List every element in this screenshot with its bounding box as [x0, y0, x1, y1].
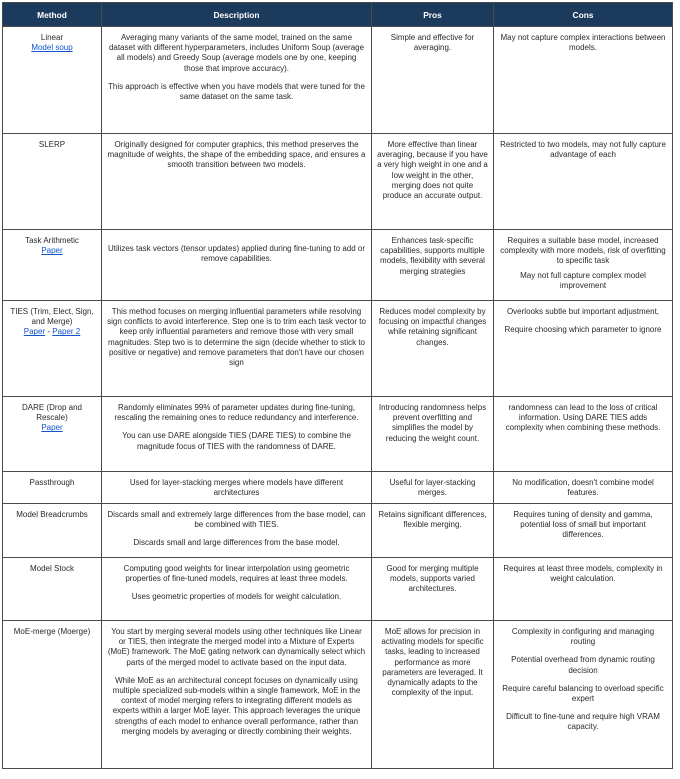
method-name: MoE-merge (Moerge) — [13, 627, 91, 636]
description-cell — [102, 558, 372, 621]
pros-cell — [372, 230, 494, 301]
description-cell — [102, 397, 372, 472]
description-cell — [102, 230, 372, 301]
paper-link[interactable]: Paper — [41, 246, 63, 256]
cons-text: Require careful balancing to overload specific expert — [502, 683, 664, 704]
cons-cell — [494, 621, 673, 769]
pros-cell — [372, 301, 494, 397]
table-row — [3, 504, 673, 558]
description-cell — [102, 472, 372, 504]
description-text: Uses geometric properties of models for weight calculation. — [131, 592, 342, 602]
method-cell — [3, 230, 102, 301]
pros-text: Reduces model complexity by focusing on impactful changes while retaining significant changes. — [378, 307, 487, 347]
table-row — [3, 27, 673, 134]
pros-text: Useful for layer-stacking merges. — [389, 478, 476, 498]
pros-text: Introducing randomness helps prevent overfitting and simplifies the model by reducing the weight count. — [378, 403, 487, 443]
cons-text: Requires tuning of density and gamma, potential loss of small but important differences. — [513, 510, 653, 540]
method-cell — [3, 301, 102, 397]
paper-2-link[interactable]: Paper 2 — [52, 327, 81, 337]
description-cell — [102, 504, 372, 558]
description-text: Originally designed for computer graphics, this method preserves the magnitude of weights, the shape of the embedding space, and ensures a smooth transition between two models. — [107, 140, 366, 170]
cons-text: Requires a suitable base model, increased complexity with more models, risk of overfitting to specific task — [500, 236, 666, 266]
method-name: TIES (Trim, Elect, Sign, and Merge) — [10, 307, 94, 327]
description-text: You can use DARE alongside TIES (DARE TIES) to combine the magnitude focus of TIES with the randomness of DARE. — [122, 431, 351, 451]
pros-cell — [372, 558, 494, 621]
paper-link[interactable]: Paper — [41, 423, 63, 433]
cons-text: Potential overhead from dynamic routing decision — [511, 655, 655, 675]
method-cell — [3, 134, 102, 230]
description-text: Randomly eliminates 99% of parameter updates during fine-tuning, rescaling the remaining ones to reduce redundancy and interference. — [114, 403, 359, 423]
pros-cell — [372, 27, 494, 134]
pros-text: MoE allows for precision in activating models for specific tasks, leading to increased performance as more parameters are leveraged. It dynamically adapts to the complexity of the input. — [381, 627, 484, 698]
header-method: Method — [3, 3, 102, 27]
pros-cell — [372, 504, 494, 558]
cons-cell — [494, 504, 673, 558]
description-text: Utilizes task vectors (tensor updates) applied during fine-tuning to add or remove capabilities. — [107, 244, 366, 264]
description-cell — [102, 134, 372, 230]
cons-text: Require choosing which parameter to ignore — [504, 325, 662, 335]
cons-text: randomness can lead to the loss of critical information. Using DARE TIES adds complexity when combining these methods. — [505, 403, 661, 433]
method-cell — [3, 397, 102, 472]
method-name: Model Stock — [29, 564, 75, 573]
cons-cell — [494, 397, 673, 472]
table-row — [3, 134, 673, 230]
cons-text: Difficult to fine-tune and require high VRAM capacity. — [506, 712, 660, 732]
description-cell — [102, 301, 372, 397]
cons-text: No modification, doesn't combine model features. — [512, 478, 654, 498]
pros-text: Retains significant differences, flexible merging. — [378, 510, 487, 530]
table-row — [3, 301, 673, 397]
method-cell — [3, 504, 102, 558]
method-name: Model Breadcrumbs — [16, 510, 88, 519]
description-text: Discards small and extremely large differences from the base model, can be combined with TIES. — [107, 510, 366, 530]
description-text: This approach is effective when you have models that were tuned for the same dataset on the same task. — [108, 81, 365, 102]
cons-cell — [494, 27, 673, 134]
pros-cell — [372, 472, 494, 504]
method-name: Task Arithmetic — [25, 236, 79, 245]
cons-text: Overlooks subtle but important adjustment, — [506, 307, 660, 316]
header-description: Description — [102, 3, 372, 27]
method-name: Linear — [40, 33, 64, 42]
description-text: Discards small and large differences from the base model. — [133, 538, 340, 548]
pros-text: Simple and effective for averaging. — [390, 33, 475, 53]
merge-methods-table — [2, 2, 673, 769]
table-row — [3, 472, 673, 504]
header-row — [3, 3, 673, 27]
table-row — [3, 558, 673, 621]
paper-link[interactable]: Paper — [23, 327, 46, 337]
pros-cell — [372, 397, 494, 472]
table-row — [3, 230, 673, 301]
method-cell — [3, 558, 102, 621]
pros-text: Enhances task-specific capabilities, supports multiple models, flexibility with several merging strategies — [380, 236, 485, 276]
method-name: SLERP — [38, 140, 66, 149]
description-text: This method focuses on merging influential parameters while resolving sign conflicts to avoid interference. Step one is to trim each task vector to keep only influential parameters and remove those with very small magnitudes. Step two is to determine the sign (decide whether to stick to positive or negative) and remove parameters that don't have our chosen sign — [107, 307, 366, 368]
method-name: Passthrough — [29, 478, 75, 487]
description-cell — [102, 621, 372, 769]
method-cell — [3, 27, 102, 134]
cons-cell — [494, 230, 673, 301]
cons-cell — [494, 301, 673, 397]
model-soup-link[interactable]: Model soup — [31, 43, 73, 53]
pros-cell — [372, 621, 494, 769]
pros-cell — [372, 134, 494, 230]
link-separator: - — [45, 327, 53, 337]
cons-cell — [494, 558, 673, 621]
description-text: Averaging many variants of the same model, trained on the same dataset with different hyperparameters, includes Uniform Soup (average all models) and Greedy Soup (average models one by one, keeping those that improve accuracy). — [108, 33, 365, 73]
cons-cell — [494, 472, 673, 504]
description-text: Computing good weights for linear interpolation using geometric properties of fine-tuned models, requires at least three models. — [123, 564, 350, 584]
description-text: While MoE as an architectural concept focuses on dynamically using multiple specialized sub-models within a single framework, MoE in the context of model merging refers to integrating different models as experts within a larger MoE layer. This approach leverages the unique strengths of each model to enhance overall performance, rather than merging models by averaging or directly combining their weights. — [112, 675, 361, 736]
header-cons: Cons — [494, 3, 673, 27]
cons-cell — [494, 134, 673, 230]
table-row — [3, 397, 673, 472]
cons-text: Requires at least three models, complexity in weight calculation. — [503, 564, 663, 584]
header-pros: Pros — [372, 3, 494, 27]
pros-text: More effective than linear averaging, because if you have a very high weight in one and a low weight in the other, merging does not quite produce an accurate output. — [377, 140, 488, 201]
description-text: Used for layer-stacking merges where models have different architectures — [129, 478, 344, 498]
method-cell — [3, 472, 102, 504]
cons-text: May not capture complex interactions between models. — [500, 33, 666, 53]
pros-text: Good for merging multiple models, supports varied architectures. — [386, 564, 479, 594]
method-name: DARE (Drop and Rescale) — [21, 403, 83, 423]
cons-text: Restricted to two models, may not fully capture advantage of each — [500, 140, 666, 160]
description-text: You start by merging several models using other techniques like Linear or TIES, then integrate the merged model into a Mixture of Experts (MoE) framework. The MoE gating network can dynamically select which parts of the merged model to activate based on the input data. — [107, 627, 366, 667]
table-row — [3, 621, 673, 769]
description-cell — [102, 27, 372, 134]
cons-text: May not full capture complex model improvement — [520, 270, 646, 290]
method-cell — [3, 621, 102, 769]
cons-text: Complexity in configuring and managing routing — [511, 627, 655, 647]
